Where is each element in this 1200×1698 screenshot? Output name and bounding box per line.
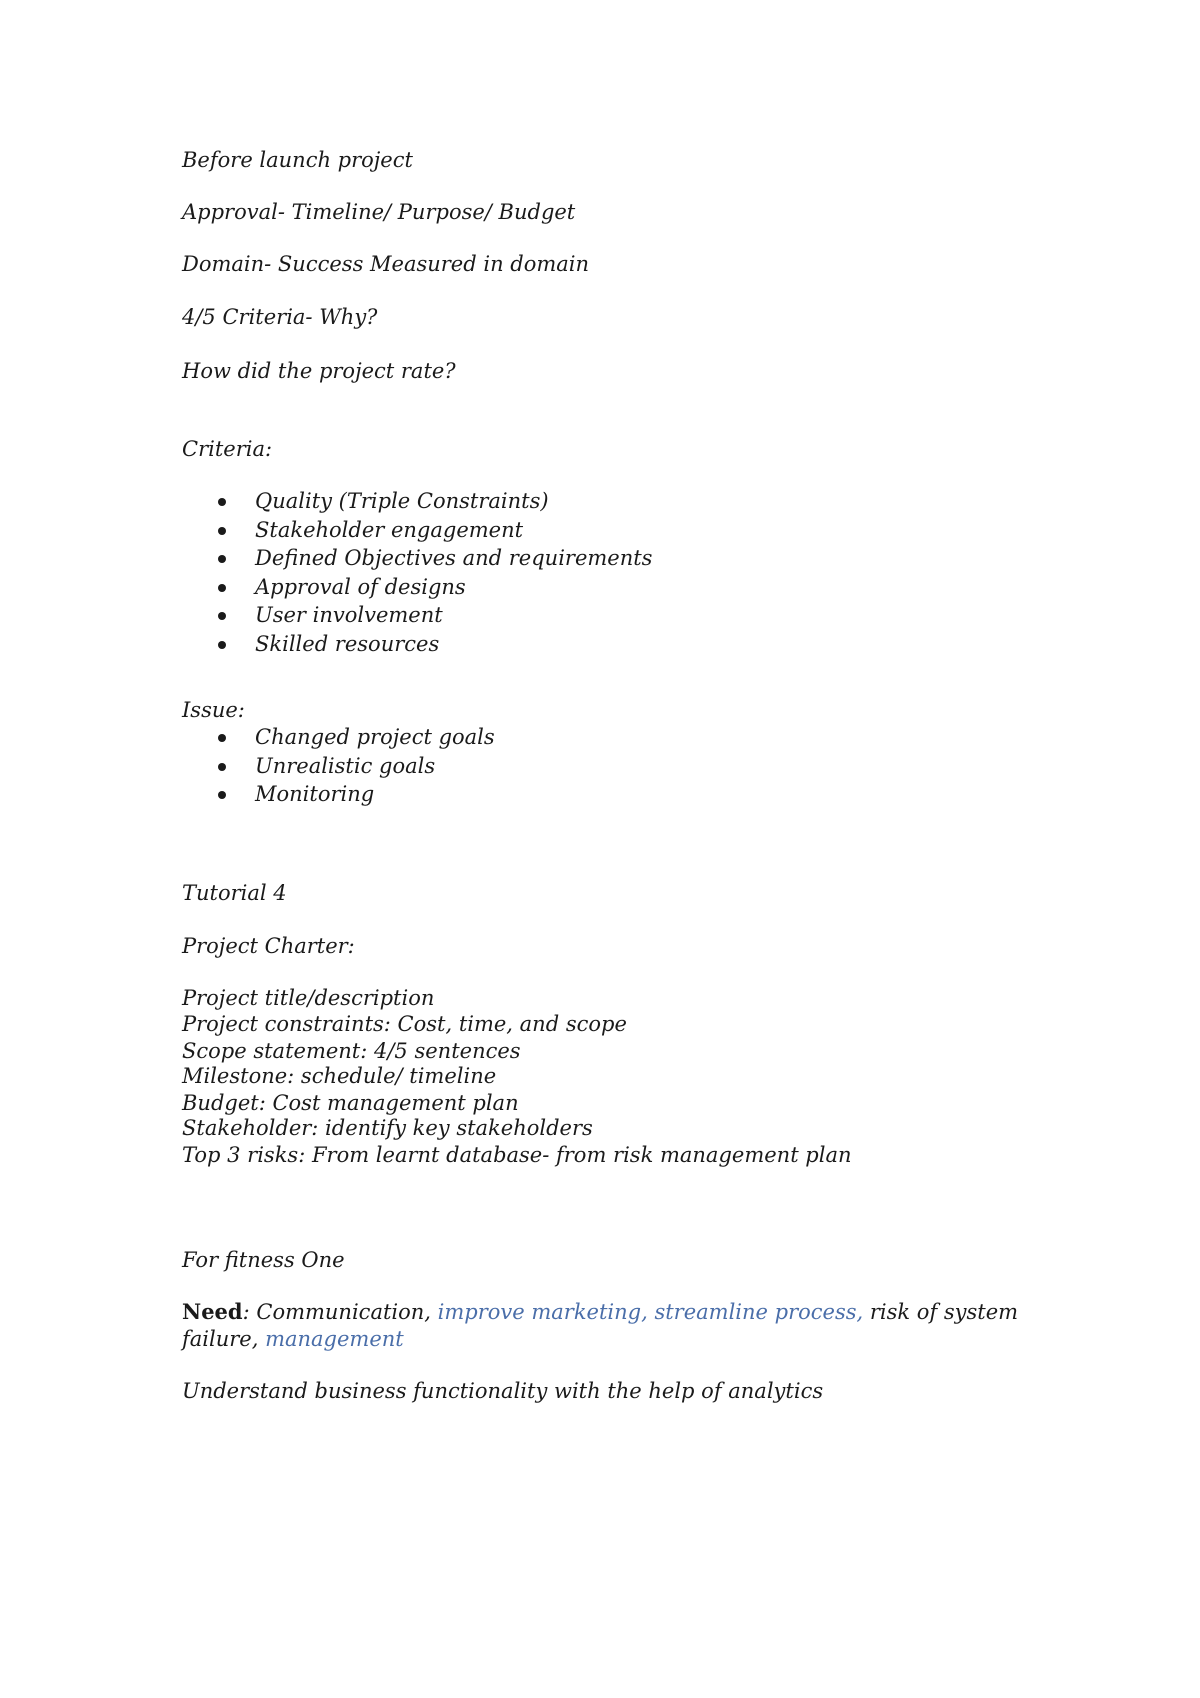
- tutorial-title: Tutorial 4: [182, 881, 287, 905]
- charter-line: Scope statement: 4/5 sentences: [182, 1039, 521, 1063]
- charter-line: Project title/description: [182, 986, 435, 1010]
- issue-list: [182, 723, 495, 809]
- issue-item-label: Changed project goals: [255, 725, 495, 749]
- criteria-item-label: Quality (Triple Constraints): [255, 489, 549, 513]
- criteria-item-label: User involvement: [255, 603, 443, 627]
- domain-line: Domain- Success Measured in domain: [182, 252, 590, 276]
- charter-line: Top 3 risks: From learnt database- from risk management plan: [182, 1143, 852, 1167]
- understand-line: Understand business functionality with the help of analytics: [182, 1379, 824, 1403]
- criteria-item-label: Stakeholder engagement: [255, 517, 524, 542]
- need-text-highlight-2: management: [265, 1327, 404, 1351]
- need-text-3: failure,: [182, 1327, 266, 1351]
- need-text-1: Communication,: [256, 1300, 438, 1324]
- project-charter-heading: Project Charter:: [182, 934, 355, 958]
- approval-line: Approval- Timeline/ Purpose/ Budget: [182, 200, 576, 224]
- list-item: [182, 723, 495, 752]
- bullet-icon: [218, 612, 226, 620]
- need-text-highlight: improve marketing, streamline process,: [437, 1300, 864, 1324]
- bullet-icon: [218, 584, 226, 592]
- bullet-icon: [218, 641, 226, 649]
- issue-heading: Issue:: [182, 698, 245, 722]
- criteria-item-label: Approval of designs: [255, 574, 466, 599]
- need-line-continued: [182, 1325, 404, 1353]
- criteria-why-line: 4/5 Criteria- Why?: [182, 305, 378, 329]
- list-item: [182, 630, 652, 659]
- need-line: [182, 1298, 1018, 1326]
- bullet-icon: [218, 555, 226, 563]
- charter-line: Project constraints: Cost, time, and scope: [182, 1012, 627, 1036]
- criteria-heading: Criteria:: [182, 437, 273, 461]
- charter-line: Milestone: schedule/ timeline: [182, 1064, 497, 1088]
- bullet-icon: [218, 527, 226, 535]
- list-item: [182, 544, 652, 573]
- bullet-icon: [218, 734, 226, 742]
- criteria-item-label: Skilled resources: [255, 631, 440, 656]
- list-item: [182, 752, 495, 781]
- bullet-icon: [218, 763, 226, 771]
- criteria-list: [182, 487, 652, 658]
- charter-line: Budget: Cost management plan: [182, 1091, 519, 1115]
- bullet-icon: [218, 791, 226, 799]
- project-rate-line: How did the project rate?: [182, 359, 456, 383]
- need-label: Need: [182, 1299, 243, 1324]
- list-item: [182, 487, 652, 516]
- list-item: [182, 780, 495, 809]
- list-item: [182, 601, 652, 630]
- bullet-icon: [218, 498, 226, 506]
- issue-item-label: Monitoring: [255, 782, 375, 806]
- criteria-item-label: Defined Objectives and requirements: [255, 546, 653, 570]
- fitness-title: For fitness One: [182, 1248, 345, 1272]
- list-item: [182, 573, 652, 602]
- charter-line: Stakeholder: identify key stakeholders: [182, 1116, 593, 1140]
- list-item: [182, 516, 652, 545]
- need-colon: :: [242, 1300, 257, 1324]
- need-text-2: risk of system: [863, 1300, 1019, 1324]
- before-launch-line: Before launch project: [182, 148, 413, 172]
- issue-item-label: Unrealistic goals: [255, 753, 436, 778]
